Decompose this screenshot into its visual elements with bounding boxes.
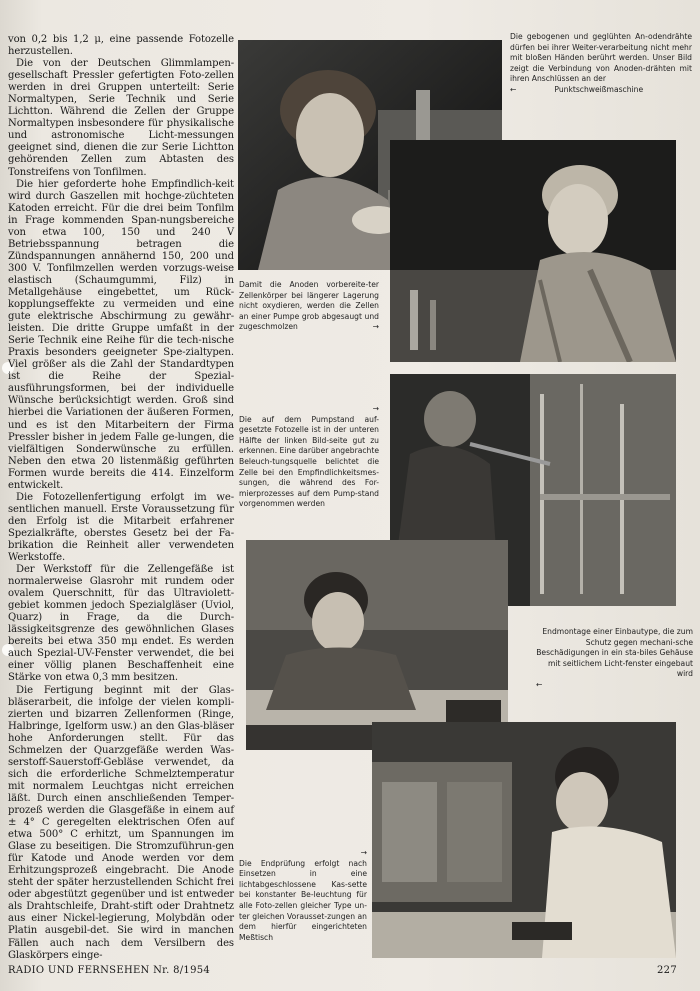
photo-assembly-image bbox=[246, 540, 508, 750]
caption-testing bbox=[239, 848, 367, 943]
caption-welding-last-line bbox=[510, 85, 692, 96]
paragraph: Die von der Deutschen Glimmlampen-gesellschaft Pressler gefertigten Foto-zellen werden in drei Gruppen unterteilt: Serie Normaltypen, Serie Technik und Serie Lichtton. Während die Zellen der Gruppe Normaltypen insbesondere für physikalische und astronomische Licht-messungen geeignet sind, dienen die zur Serie Lichtton gehörenden Zellen zum Abtasten des Tonstreifens von Tonfilmen. bbox=[8, 58, 234, 178]
paragraph: Der Werkstoff für die Zellengefäße ist normalerweise Glasrohr mit rundem oder ovalem Querschnitt, für das Ultraviolett-gebiet kommen jedoch Spezialgläser (Uviol, Quarz) in Frage, da die Durch-lässigkeitsgrenze des gewöhnlichen Glases bereits bei etwa 350 mμ endet. Es werden auch Spezial-UV-Fenster verwendet, die bei einer völlig planen Beschaffenheit eine Stärke von etwa 0,3 mm besitzen. bbox=[8, 564, 234, 684]
caption-welding-last: Punktschweißmaschine bbox=[554, 84, 644, 94]
arrow-right-icon: → bbox=[372, 404, 379, 413]
photo-assembly bbox=[246, 540, 508, 750]
paragraph: Die hier geforderte hohe Empfindlich-keit wird durch Gaszellen mit hochge-züchteten Katoden erreicht. Für die drei beim Tonfilm in Frage kommenden Span-nungsbereiche von etwa 100, 150 und 240 V Betriebsspannung betragen die Zündspannungen annähernd 150, 200 und 300 V. Tonfilmzellen werden vorzugs-weise elastisch (Schaumgummi, Filz) in Metallgehäuse eingebettet, um Rück-kopplungseffekte zu vermeiden und eine gute elektrische Abschirmung zu gewähr-leisten. Die dritte Gruppe umfaßt in der Serie Technik eine Reihe für die tech-nische Praxis besonders geeigneter Spe-zialtypen. Viel größer als die Zahl der Standardtypen ist die Reihe der Spezial-ausführungsformen, bei der individuelle Wünsche berücksichtigt werden. Groß sind hierbei die Variationen der äußeren Formen, und es ist den Mitarbeitern der Firma Pressler bisher in jedem Falle ge-lungen, die vielfältigen Sonderwünsche zu erfüllen. Neben den etwa 20 listenmäßig geführten Formen wurde bereits die 414. Einzelform entwickelt. bbox=[8, 178, 234, 491]
arrow-left-icon: ← bbox=[536, 679, 543, 689]
footer-page-number: 227 bbox=[657, 965, 677, 976]
arrow-right-icon: → bbox=[372, 322, 379, 332]
arrow-right-icon: → bbox=[360, 848, 367, 857]
photo-testing bbox=[372, 722, 676, 958]
caption-pump-text: Damit die Anoden vorbereite-ter Zellenkörper bei längerer Lagerung nicht oxydieren, werden die Zellen an einer Pumpe grob abgesaugt und zugeschmolzen bbox=[239, 280, 379, 332]
caption-assembly bbox=[530, 627, 693, 691]
caption-pumpstand-text: Die auf dem Pumpstand auf-gesetzte Fotozelle ist in der unteren Hälfte der linken Bild-seite gut zu erkennen. Eine darüber angebrachte Beleuch-tungsquelle belichtet die Zelle bei den Empfindlichkeitsmes-sungen, die während des For-mierprozesses auf dem Pump-stand vorgenommen werden bbox=[239, 414, 379, 509]
paragraph: von 0,2 bis 1,2 μ, eine passende Fotozelle herzustellen. bbox=[8, 34, 234, 58]
photo-testing-image bbox=[372, 722, 676, 958]
photo-pump bbox=[390, 140, 676, 362]
photo-pump-image bbox=[390, 140, 676, 362]
article-column bbox=[8, 34, 234, 962]
paragraph: Die Fertigung beginnt mit der Glas-bläserarbeit, die infolge der vielen kompli-zierten und bizarren Zellenformen (Ringe, Halbringe, Igelform usw.) an den Glas-bläser hohe Anforderungen stellt. Für das Schmelzen der Quarzgefäße werden Was-serstoff-Sauerstoff-Gebläse verwendet, da sich die erforderliche Schmelztemperatur mit normalem Leuchtgas nicht erreichen läßt. Durch einen anschließenden Temper-prozeß werden die Glasgefäße in einem auf ± 4° C geregelten elektrischen Ofen auf etwa 500° C erhitzt, um Spannungen im Glase zu beseitigen. Die Stromzuführun-gen für Katode und Anode werden vor dem Erhitzungsprozeß eingebracht. Die Anode steht der später herzustellenden Schicht frei oder abgestützt gegenüber und ist entweder als Drahtschleife, Draht-stift oder Drahtnetz aus einer Nickel-legierung, Molybdän oder Platin ausgebil-det. Sie wird in manchen Fällen auch nach dem Versilbern des Glaskörpers einge- bbox=[8, 684, 234, 961]
arrow-left-icon: ← bbox=[510, 84, 517, 94]
caption-welding bbox=[510, 32, 692, 96]
caption-pump bbox=[239, 280, 379, 333]
caption-assembly-text: Endmontage einer Einbautype, die zum Schutz gegen mechani-sche Beschädigungen in ein sta-biles Gehäuse mit seitlichem Licht-fenster eingebaut wird bbox=[536, 627, 693, 679]
paragraph: Die Fotozellenfertigung erfolgt im we-sentlichen manuell. Erste Voraussetzung für den Erfolg ist die Mitarbeit erfahrener Spezialkräfte, oberstes Gesetz bei der Fa-brikation die Reinheit aller verwendeten Werkstoffe. bbox=[8, 491, 234, 564]
caption-pumpstand bbox=[239, 404, 379, 510]
footer-magazine: RADIO UND FERNSEHEN Nr. 8/1954 bbox=[8, 965, 211, 976]
caption-testing-text: Die Endprüfung erfolgt nach Einsetzen in eine lichtabgeschlossene Kas-sette bei konstanter Be-leuchtung für alle Foto-zellen gleicher Type un-ter gleichen Vorausset-zungen an dem hierfür eingerichteten Meßtisch bbox=[239, 858, 367, 942]
caption-welding-text: Die gebogenen und geglühten An-odendrähte dürfen bei ihrer Weiter-verarbeitung nicht mehr mit bloßen Händen berührt werden. Unser Bild zeigt die Verbindung von Anoden-drähten mit ihren Anschlüssen an der bbox=[510, 32, 692, 84]
